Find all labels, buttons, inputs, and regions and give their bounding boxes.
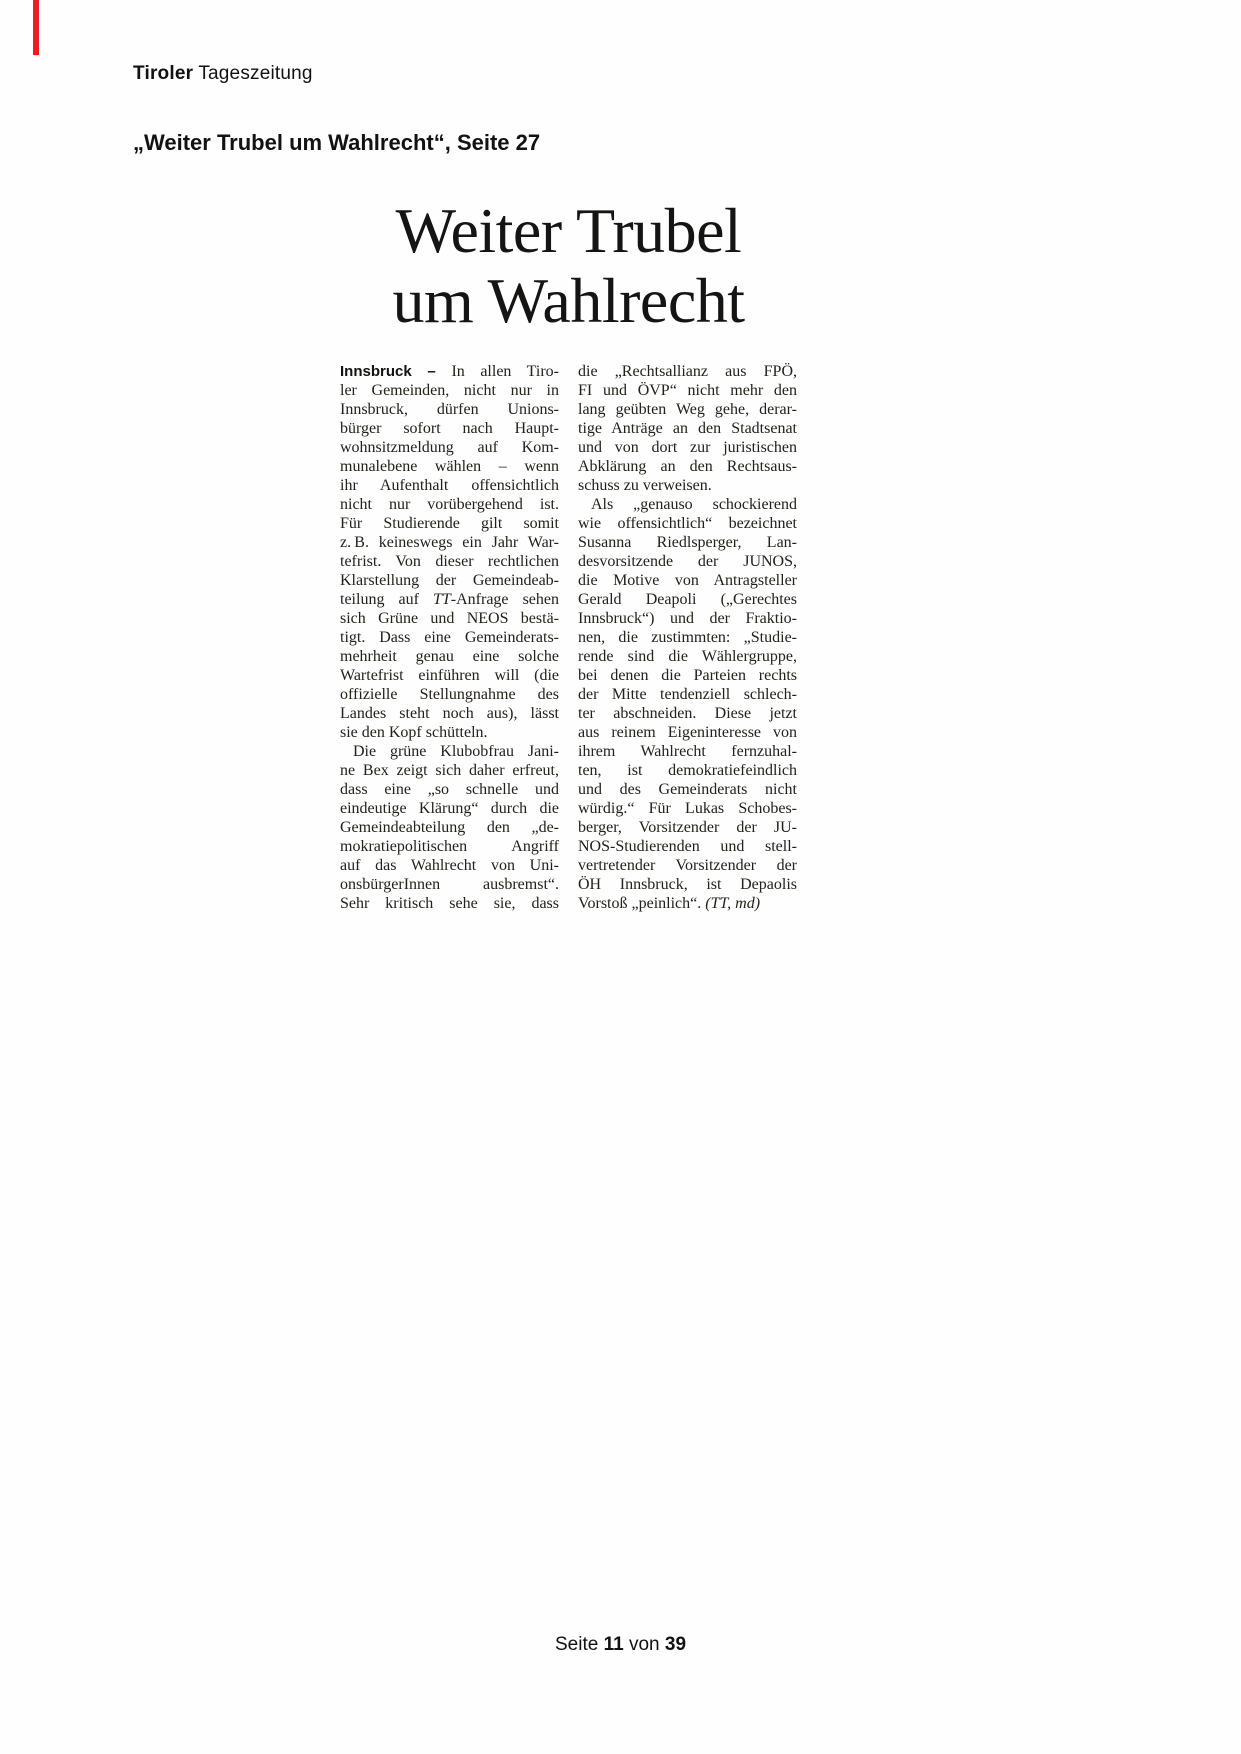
text-segment: und von dort zur juristischen — [578, 439, 797, 456]
article-line — [340, 609, 559, 628]
article-line — [578, 856, 797, 875]
article-line — [578, 514, 797, 533]
article-column-right — [578, 362, 797, 913]
article-line — [578, 742, 797, 761]
article-line — [578, 400, 797, 419]
article-line — [578, 704, 797, 723]
article-line — [340, 780, 559, 799]
article-line — [340, 419, 559, 438]
article-line — [578, 894, 797, 913]
dateline-lead: Innsbruck – — [340, 363, 452, 380]
text-segment: munalebene wählen – wenn — [340, 458, 559, 475]
article-line — [340, 666, 559, 685]
text-segment: ihr Aufenthalt offensichtlich — [340, 477, 559, 494]
text-segment: tige Anträge an den Stadtsenat — [578, 420, 797, 437]
text-segment: schuss zu verweisen. — [578, 477, 712, 494]
text-segment: teilung auf — [340, 591, 433, 608]
text-segment: Susanna Riedlsperger, Lan- — [578, 534, 797, 551]
text-segment: Vorstoß „peinlich“. — [578, 895, 706, 912]
text-segment: der Mitte tendenziell schlech- — [578, 686, 797, 703]
article-line — [578, 875, 797, 894]
headline-line-1: Weiter Trubel — [395, 195, 742, 266]
text-segment: würdig.“ Für Lukas Schobes- — [578, 800, 797, 817]
text-segment: lang geübten Weg gehe, derar- — [578, 401, 797, 418]
text-segment: Klarstellung der Gemeindeab- — [340, 572, 559, 589]
footer-infix: von — [623, 1634, 665, 1655]
article-line — [340, 495, 559, 514]
text-segment: eindeutige Klärung“ durch die — [340, 800, 559, 817]
text-segment: ÖH Innsbruck, ist Depaolis — [578, 876, 797, 893]
article-line — [340, 552, 559, 571]
article-line — [578, 818, 797, 837]
article-line — [340, 457, 559, 476]
text-segment: sie den Kopf schütteln. — [340, 724, 488, 741]
text-segment: die Motive von Antragsteller — [578, 572, 797, 589]
article-line — [578, 666, 797, 685]
text-segment: Gemeindeabteilung den „de- — [340, 819, 559, 836]
headline-line-2: um Wahlrecht — [392, 265, 745, 336]
text-segment: onsbürgerInnen ausbremst“. — [340, 876, 559, 893]
article-line — [578, 571, 797, 590]
text-segment: ne Bex zeigt sich daher erfreut, — [340, 762, 559, 779]
article-line — [578, 780, 797, 799]
article-line — [340, 761, 559, 780]
article-line — [340, 514, 559, 533]
masthead-brand-bold: Tiroler — [133, 63, 194, 84]
text-segment: NOS-Studierenden und stell- — [578, 838, 797, 855]
article-line — [340, 685, 559, 704]
article-line — [340, 704, 559, 723]
article-line — [578, 381, 797, 400]
footer-current-page: 11 — [603, 1634, 624, 1655]
article-line — [578, 837, 797, 856]
article-line — [578, 723, 797, 742]
text-segment: Die grüne Klubobfrau Jani- — [353, 743, 559, 760]
article-line — [340, 590, 559, 609]
article-line — [578, 438, 797, 457]
article-line — [340, 742, 559, 761]
article-line — [340, 381, 559, 400]
article-line — [340, 571, 559, 590]
text-segment: vertretender Vorsitzender der — [578, 857, 797, 874]
footer-prefix: Seite — [554, 1634, 604, 1655]
text-segment: mehrheit genau eine solche — [340, 648, 559, 665]
text-segment: Abklärung an den Rechtsaus- — [578, 458, 797, 475]
text-segment: Wartefrist einführen will (die — [340, 667, 559, 684]
article-line — [578, 647, 797, 666]
text-segment: nicht nur vorübergehend ist. — [340, 496, 559, 513]
article-line — [578, 533, 797, 552]
scan-edge-red-mark — [33, 0, 39, 55]
text-segment: und des Gemeinderats nicht — [578, 781, 797, 798]
article-line — [340, 362, 559, 381]
text-segment: FI und ÖVP“ nicht mehr den — [578, 382, 797, 399]
text-segment: Gerald Deapoli („Gerechtes — [578, 591, 797, 608]
text-segment: (TT, md) — [705, 895, 761, 912]
text-segment: -Anfrage sehen — [450, 591, 560, 608]
text-segment: wohnsitzmeldung auf Kom- — [340, 439, 559, 456]
article-line — [340, 856, 559, 875]
text-segment: bürger sofort nach Haupt- — [340, 420, 559, 437]
article-line — [578, 628, 797, 647]
text-segment: nen, die zustimmten: „Studie- — [578, 629, 797, 646]
text-segment: bei denen die Parteien rechts — [578, 667, 797, 684]
article-line — [340, 533, 559, 552]
text-segment: Innsbruck“) und der Fraktio- — [578, 610, 797, 627]
article-line — [340, 818, 559, 837]
article-line — [578, 590, 797, 609]
text-segment: desvorsitzende der JUNOS, — [578, 553, 797, 570]
text-segment: ihrem Wahlrecht fernzuhal- — [578, 743, 797, 760]
article-line — [340, 628, 559, 647]
article-line — [340, 875, 559, 894]
text-segment: die „Rechtsallianz aus FPÖ, — [578, 363, 797, 380]
text-segment: wie offensichtlich“ bezeichnet — [578, 515, 797, 532]
text-segment: ler Gemeinden, nicht nur in — [340, 382, 559, 399]
article-line — [578, 495, 797, 514]
article-reference-line: „Weiter Trubel um Wahlrecht“, Seite 27 — [133, 130, 541, 155]
text-segment: Als „genauso schockierend — [591, 496, 797, 513]
article-column-left — [340, 362, 559, 913]
text-segment: berger, Vorsitzender der JU- — [578, 819, 797, 836]
text-segment: Innsbruck, dürfen Unions- — [340, 401, 559, 418]
text-segment: offizielle Stellungnahme des — [340, 686, 559, 703]
masthead-brand-rest: Tageszeitung — [193, 63, 313, 84]
text-segment: Sehr kritisch sehe sie, dass — [340, 895, 559, 912]
article-line — [578, 362, 797, 381]
article-line — [578, 457, 797, 476]
text-segment: z. B. keineswegs ein Jahr War- — [340, 534, 559, 551]
article-line — [578, 419, 797, 438]
text-segment: Landes steht noch aus), lässt — [340, 705, 559, 722]
text-segment: tefrist. Von dieser rechtlichen — [340, 553, 559, 570]
article-line — [578, 476, 797, 495]
article-line — [340, 476, 559, 495]
text-segment: sich Grüne und NEOS bestä- — [340, 610, 559, 627]
text-segment: rende sind die Wählergruppe, — [578, 648, 797, 665]
text-segment: auf das Wahlrecht von Uni- — [340, 857, 559, 874]
article-line — [340, 438, 559, 457]
article-line — [578, 799, 797, 818]
article-line — [340, 799, 559, 818]
article-line — [340, 723, 559, 742]
article-line — [578, 552, 797, 571]
text-segment: Für Studierende gilt somit — [340, 515, 559, 532]
article-line — [340, 400, 559, 419]
article-line — [578, 609, 797, 628]
article-body — [340, 362, 797, 913]
text-segment: TT — [432, 591, 451, 608]
masthead — [133, 63, 313, 85]
article-headline — [340, 196, 797, 336]
text-segment: ter abschneiden. Diese jetzt — [578, 705, 797, 722]
text-segment: tigt. Dass eine Gemeinderats- — [340, 629, 559, 646]
article-line — [340, 837, 559, 856]
text-segment: aus reinem Eigeninteresse von — [578, 724, 797, 741]
text-segment: In allen Tiro- — [451, 363, 559, 380]
text-segment: mokratiepolitischen Angriff — [340, 838, 559, 855]
text-segment: ten, ist demokratiefeindlich — [578, 762, 797, 779]
article-line — [340, 647, 559, 666]
page-footer — [0, 1634, 1241, 1656]
article-line — [578, 685, 797, 704]
footer-total-pages: 39 — [664, 1634, 687, 1655]
article-line — [340, 894, 559, 913]
text-segment: dass eine „so schnelle und — [340, 781, 559, 798]
article-line — [578, 761, 797, 780]
